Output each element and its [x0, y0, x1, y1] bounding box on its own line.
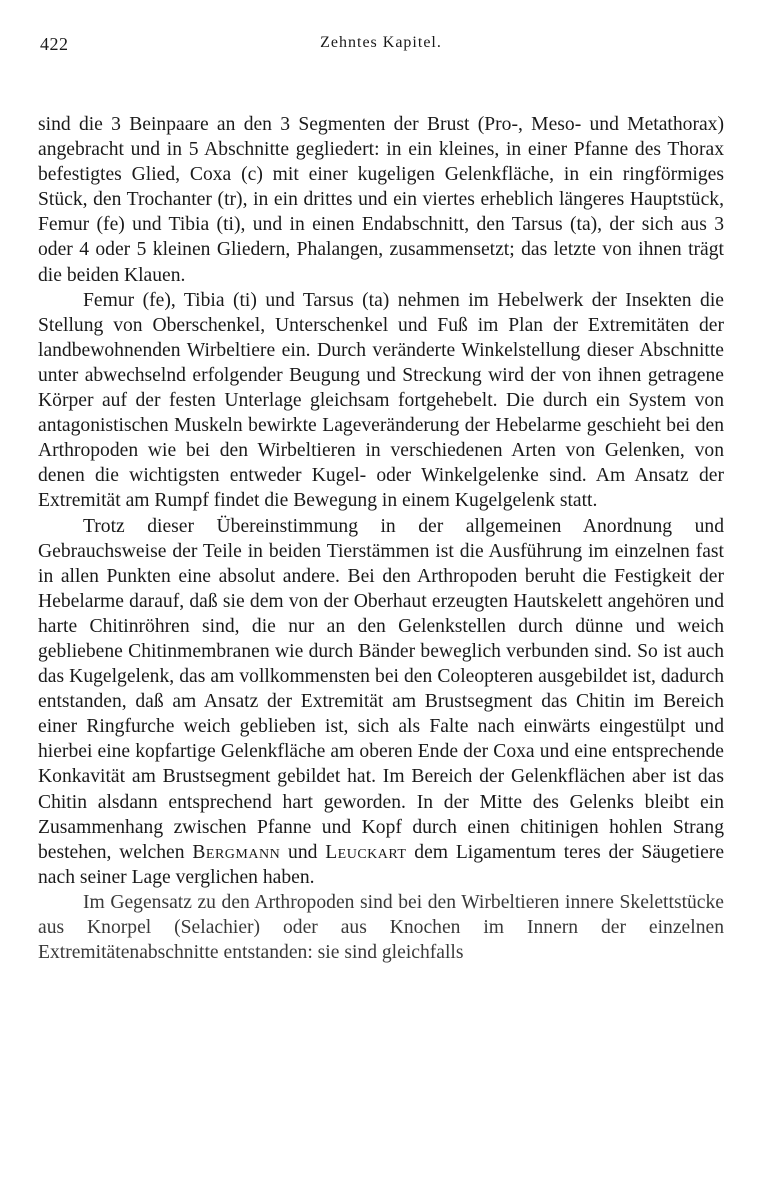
running-head	[38, 30, 724, 60]
paragraph-4	[38, 890, 724, 965]
paragraph-3-text: Trotz dieser Übereinstimmung in der allgemeinen Anordnung und Gebrauchsweise der Teile in beiden Tierstämmen ist die Ausführung im einzelnen fast in allen Punkten eine absolut andere. Bei den Arthropoden beruht die Festigkeit der Hebelarme darauf, daß sie dem von der Oberhaut erzeugten Hautskelett angehören und harte Chitinröhren sind, die nur an den Gelenkstellen durch dünne und weich gebliebene Chitinmembranen wie durch Bänder beweglich verbunden sind. So ist auch das Kugelgelenk, das am vollkommensten bei den Coleopteren ausgebildet ist, dadurch entstanden, daß am Ansatz der Extremität am Brustsegment das Chitin im Bereich einer Ringfurche weich geblieben ist, sich als Falte nach einwärts eingestülpt und hierbei eine kopfartige Gelenkfläche am oberen Ende der Coxa und eine entsprechende Konkavität am Brustsegment gebildet hat. Im Bereich der Gelenkflächen aber ist das Chitin alsdann entsprechend hart geworden. In der Mitte des Gelenks bleibt ein Zusammenhang zwischen Pfanne und Kopf durch einen chitinigen hohlen Strang bestehen, welchen	[38, 515, 724, 863]
paragraph-1-text: sind die 3 Beinpaare an den 3 Segmenten der Brust (Pro-, Meso- und Metathorax) angebracht und in 5 Abschnitte gegliedert: in ein kleines, in einer Pfanne des Thorax befestigtes Glied, Coxa (c) mit einer kugeligen Gelenkfläche, in ein ringförmiges Stück, den Trochanter (tr), in ein drittes und ein viertes erheblich längeres Hauptstück, Femur (fe) und Tibia (ti), und in einen Endabschnitt, den Tarsus (ta), der sich aus 3 oder 4 oder 5 kleinen Gliedern, Phalangen, zusammensetzt; das letzte von ihnen trägt die beiden Klauen.	[38, 114, 724, 286]
author-name-leuckart: Leuckart	[325, 841, 407, 863]
paragraph-2-text: Femur (fe), Tibia (ti) und Tarsus (ta) nehmen im Hebelwerk der Insekten die Stellung von Oberschenkel, Unterschenkel und Fuß im Plan der Extremitäten der landbewohnenden Wirbeltiere ein. Durch veränderte Winkelstellung dieser Abschnitte unter abwechselnd erfolgender Beugung und Streckung wird der von ihnen getragene Körper auf der festen Unterlage gleichsam fortgehebelt. Die durch ein System von antagonistischen Muskeln bewirkte Lageveränderung der Hebelarme geschieht bei den Arthropoden wie bei den Wirbeltieren in verschiedenen Arten von Gelenken, von denen die wichtigsten entweder Kugel- oder Winkelgelenke sind. Am Ansatz der Extremität am Rumpf findet die Bewegung in einem Kugelgelenk statt.	[38, 289, 724, 512]
book-page	[38, 30, 724, 965]
paragraph-3-conjunction: und	[288, 841, 318, 863]
page-number: 422	[40, 34, 69, 54]
body-text	[38, 112, 724, 965]
running-title: Zehntes Kapitel.	[320, 34, 442, 51]
author-name-bergmann: Bergmann	[192, 841, 281, 863]
paragraph-3	[38, 514, 724, 890]
paragraph-3-tail: dem Ligamentum teres der Säugetiere nach seiner Lage verglichen haben.	[38, 841, 725, 888]
paragraph-4-text: Im Gegensatz zu den Arthropoden sind bei den Wirbeltieren innere Skelettstücke aus Knorpel (Selachier) oder aus Knochen im Innern der einzelnen Extremitätenabschnitte entstanden: sie sind gleichfalls	[38, 891, 724, 964]
paragraph-2	[38, 288, 724, 514]
paragraph-1	[38, 112, 724, 288]
